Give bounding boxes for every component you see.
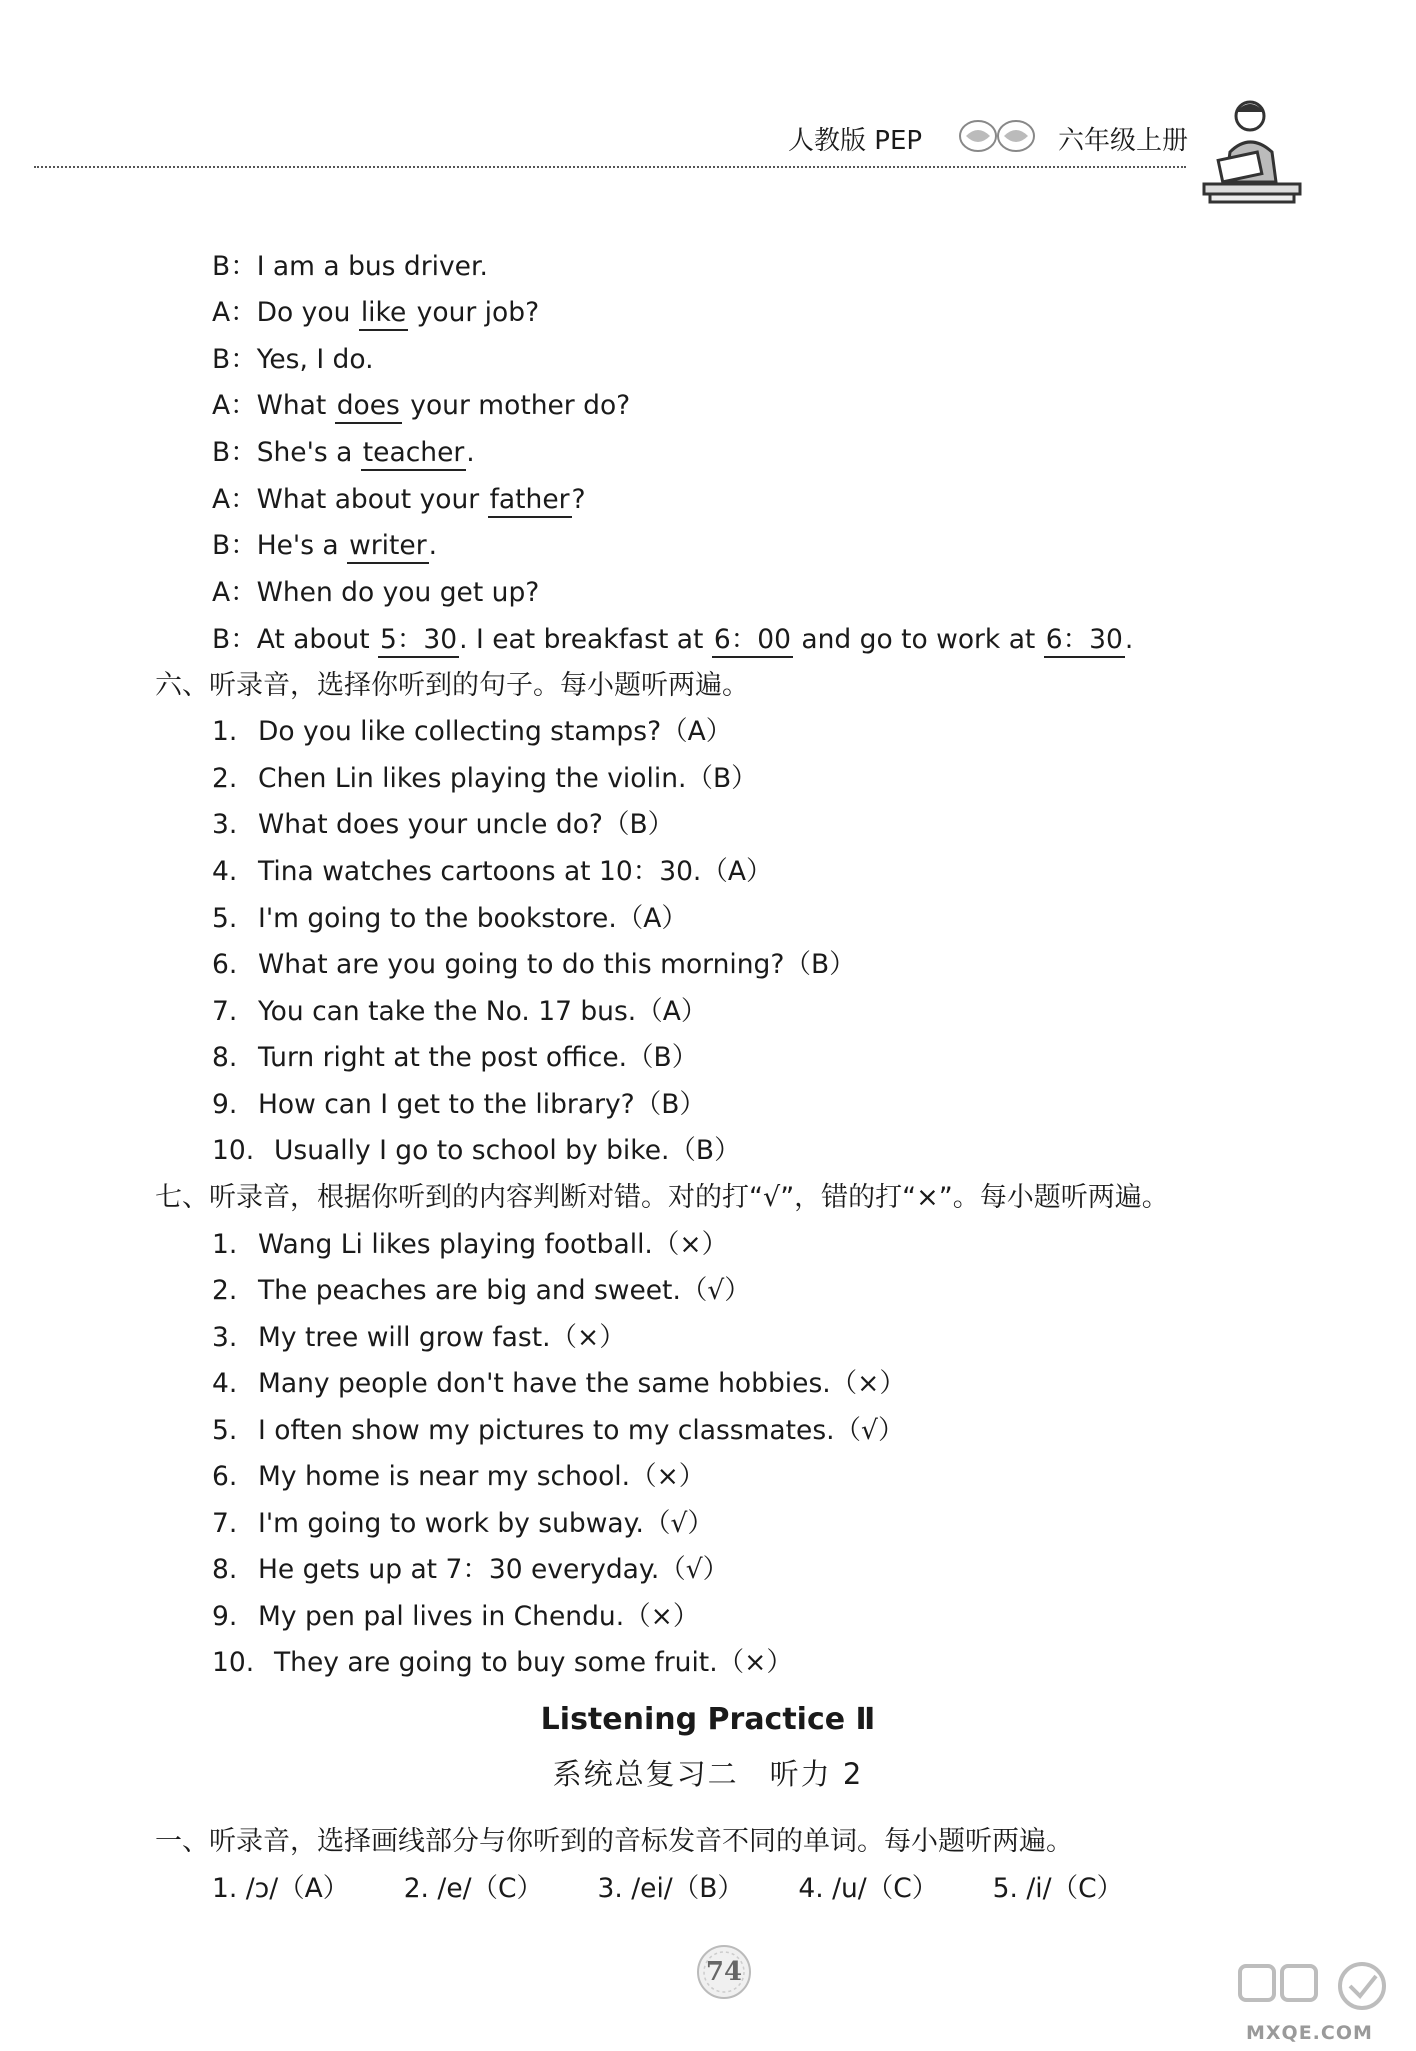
section-7-heading: 七、听录音，根据你听到的内容判断对错。对的打“√”，错的打“×”。每小题听两遍。 — [155, 1182, 1169, 1213]
page-number: 74 — [694, 1942, 754, 2002]
practice-title: Listening Practice Ⅱ — [540, 1702, 876, 1737]
list-item: 5. I often show my pictures to my classmates.（√） — [212, 1415, 905, 1446]
section-6-heading: 六、听录音，选择你听到的句子。每小题听两遍。 — [155, 670, 749, 701]
list-item: 4. Many people don't have the same hobbies.（×） — [212, 1368, 906, 1399]
series-logo-icon — [956, 116, 1040, 156]
list-item: 3. /ei/（B） — [597, 1873, 744, 1904]
answer-blank: 6：30 — [1044, 624, 1125, 658]
list-item: 4. Tina watches cartoons at 10：30.（A） — [212, 856, 773, 887]
list-item: 2. /e/（C） — [403, 1873, 544, 1904]
list-item: 5. /i/（C） — [992, 1873, 1124, 1904]
list-item: 1. /ɔ/（A） — [212, 1873, 350, 1904]
section-1-heading: 一、听录音，选择画线部分与你听到的音标发音不同的单词。每小题听两遍。 — [155, 1826, 1073, 1857]
list-item: 2. Chen Lin likes playing the violin.（B） — [212, 763, 758, 794]
header-divider — [34, 166, 1186, 168]
header-grade: 六年级上册 — [1058, 126, 1189, 156]
dialogue-line: A：What does your mother do? — [212, 383, 630, 423]
dialogue-line: B：Yes, I do. — [212, 344, 374, 375]
practice-subtitle: 系统总复习二 听力 2 — [552, 1757, 864, 1791]
list-item: 3. My tree will grow fast.（×） — [212, 1322, 626, 1353]
list-item: 7. You can take the No. 17 bus.（A） — [212, 996, 708, 1027]
list-item: 7. I'm going to work by subway.（√） — [212, 1508, 714, 1539]
answer-blank: teacher — [361, 437, 467, 471]
dialogue-line: B：She's a teacher. — [212, 430, 475, 470]
dialogue-line: B：He's a writer. — [212, 523, 437, 563]
answer-blank: 6：00 — [712, 624, 793, 658]
list-item: 1. Do you like collecting stamps?（A） — [212, 716, 733, 747]
header-edition: 人教版 PEP — [788, 126, 923, 156]
list-item: 4. /u/（C） — [798, 1873, 939, 1904]
answer-blank: does — [335, 390, 402, 424]
dialogue-line: B：At about 5：30. I eat breakfast at 6：00 and go to work at 6：30. — [212, 617, 1133, 657]
answer-blank: 5：30 — [378, 624, 459, 658]
list-item: 9. My pen pal lives in Chendu.（×） — [212, 1601, 700, 1632]
dialogue-line: A：What about your father? — [212, 477, 586, 517]
dialogue-line: B：I am a bus driver. — [212, 251, 488, 282]
list-item: 6. What are you going to do this morning?（B） — [212, 949, 856, 980]
dialogue-line: A：When do you get up? — [212, 577, 540, 608]
reading-boy-icon — [1190, 92, 1306, 208]
answer-blank: like — [359, 297, 408, 331]
list-item: 8. Turn right at the post office.（B） — [212, 1042, 699, 1073]
answer-blank: father — [488, 484, 572, 518]
answer-blank: writer — [347, 530, 429, 564]
list-item: 5. I'm going to the bookstore.（A） — [212, 903, 688, 934]
list-item: 10. Usually I go to school by bike.（B） — [212, 1135, 741, 1166]
list-item: 8. He gets up at 7：30 everyday.（√） — [212, 1554, 730, 1585]
watermark-text: MXQE.COM — [1246, 2022, 1373, 2044]
page-header — [0, 0, 1416, 220]
list-item: 1. Wang Li likes playing football.（×） — [212, 1229, 729, 1260]
list-item: 2. The peaches are big and sweet.（√） — [212, 1275, 751, 1306]
list-item: 9. How can I get to the library?（B） — [212, 1089, 706, 1120]
list-item: 10. They are going to buy some fruit.（×） — [212, 1647, 793, 1678]
list-item: 6. My home is near my school.（×） — [212, 1461, 706, 1492]
list-item: 3. What does your uncle do?（B） — [212, 809, 675, 840]
phonetic-answers — [212, 1866, 1169, 1905]
dialogue-line: A：Do you like your job? — [212, 290, 539, 330]
